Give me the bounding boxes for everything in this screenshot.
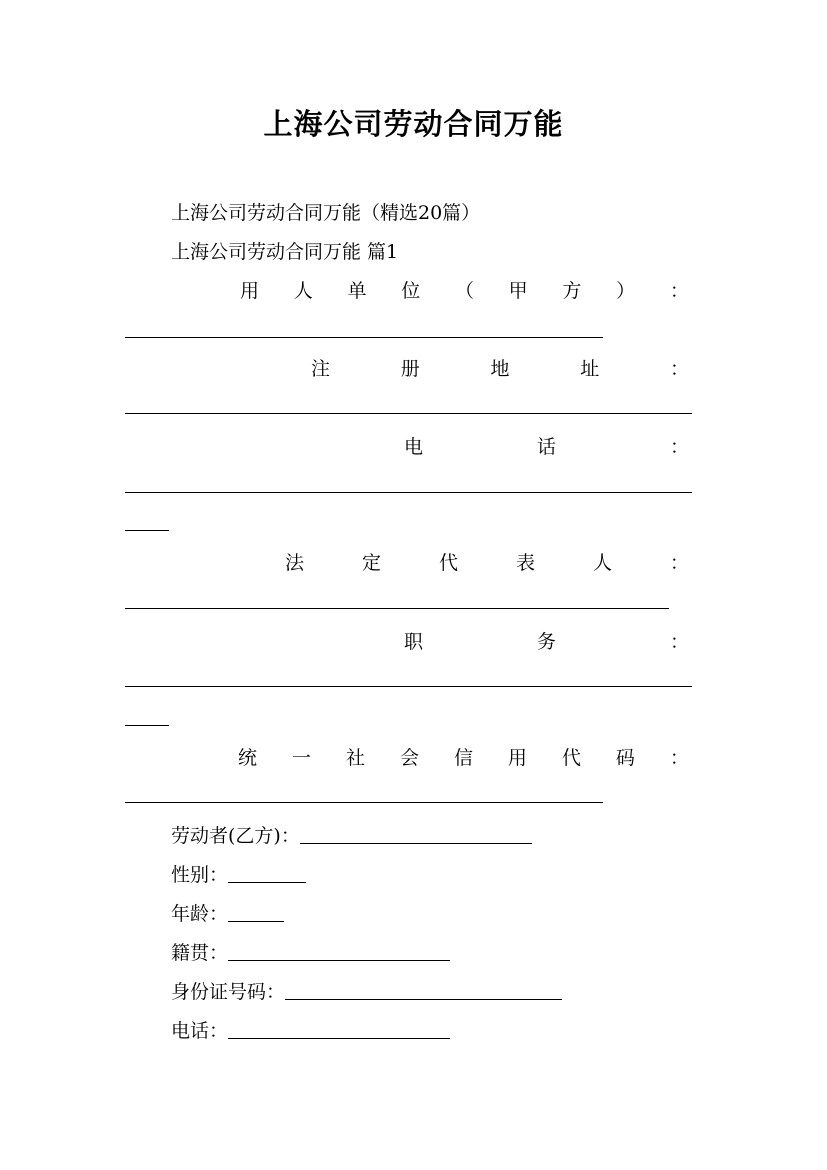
legal-rep-blank[interactable] xyxy=(125,608,669,609)
label-char: 一 xyxy=(291,747,311,769)
native-place-field xyxy=(171,938,450,965)
gender-label: 性别： xyxy=(171,864,229,886)
credit-code-blank[interactable] xyxy=(125,802,603,803)
label-char: 务 xyxy=(536,631,556,653)
worker-phone-field xyxy=(171,1016,450,1043)
label-char: 位 xyxy=(401,280,421,302)
native-place-label: 籍贯： xyxy=(171,942,229,964)
label-char: 表 xyxy=(515,552,535,574)
id-number-field xyxy=(171,977,562,1004)
id-number-label: 身份证号码： xyxy=(171,981,286,1003)
position-blank-cont[interactable] xyxy=(125,725,169,726)
worker-name-label: 劳动者(乙方)： xyxy=(171,825,300,847)
label-char: 方 xyxy=(562,280,582,302)
label-char: 单 xyxy=(347,280,367,302)
label-char: 地 xyxy=(490,358,510,380)
gender-field xyxy=(171,860,306,887)
age-field xyxy=(171,899,284,926)
label-char: ： xyxy=(669,747,689,769)
label-char: 代 xyxy=(561,747,581,769)
employer-phone-label xyxy=(404,432,689,459)
position-label xyxy=(404,627,689,654)
label-char: 甲 xyxy=(508,280,528,302)
label-char: 人 xyxy=(293,280,313,302)
legal-rep-label xyxy=(285,548,689,575)
label-char: 社 xyxy=(345,747,365,769)
label-char: 法 xyxy=(285,552,305,574)
document-subtitle: 上海公司劳动合同万能（精选20篇） xyxy=(171,202,481,224)
label-char: 电 xyxy=(404,436,424,458)
label-char: 注 xyxy=(311,358,331,380)
label-char: ： xyxy=(669,552,689,574)
label-char: ： xyxy=(669,358,689,380)
age-label: 年龄： xyxy=(171,903,229,925)
label-char: ） xyxy=(616,280,636,302)
label-char: ： xyxy=(669,280,689,302)
employer-unit-label xyxy=(240,276,689,303)
label-char: 码 xyxy=(615,747,635,769)
label-char: 统 xyxy=(238,747,258,769)
gender-blank[interactable] xyxy=(228,881,306,883)
label-char: 代 xyxy=(438,552,458,574)
employer-unit-blank[interactable] xyxy=(125,337,603,338)
label-char: 定 xyxy=(361,552,381,574)
label-char: 人 xyxy=(592,552,612,574)
employer-phone-blank-cont[interactable] xyxy=(125,530,169,531)
credit-code-label xyxy=(238,743,689,770)
worker-name-field xyxy=(171,821,532,848)
address-label xyxy=(311,354,689,381)
position-blank[interactable] xyxy=(125,686,692,687)
label-char: （ xyxy=(454,280,474,302)
label-char: 话 xyxy=(536,436,556,458)
label-char: 用 xyxy=(240,280,260,302)
worker-phone-label: 电话： xyxy=(171,1020,229,1042)
section-heading: 上海公司劳动合同万能 篇1 xyxy=(171,241,399,263)
label-char: ： xyxy=(669,436,689,458)
label-char: 会 xyxy=(399,747,419,769)
label-char: 册 xyxy=(400,358,420,380)
label-char: 职 xyxy=(404,631,424,653)
label-char: 用 xyxy=(507,747,527,769)
document-title: 上海公司劳动合同万能 xyxy=(263,107,564,141)
label-char: 址 xyxy=(580,358,600,380)
address-blank[interactable] xyxy=(125,413,692,414)
employer-phone-blank[interactable] xyxy=(125,492,692,493)
worker-name-blank[interactable] xyxy=(300,842,532,844)
label-char: ： xyxy=(669,631,689,653)
worker-phone-blank[interactable] xyxy=(228,1037,450,1039)
native-place-blank[interactable] xyxy=(228,959,450,961)
id-number-blank[interactable] xyxy=(285,998,562,1000)
label-char: 信 xyxy=(453,747,473,769)
age-blank[interactable] xyxy=(228,920,284,922)
